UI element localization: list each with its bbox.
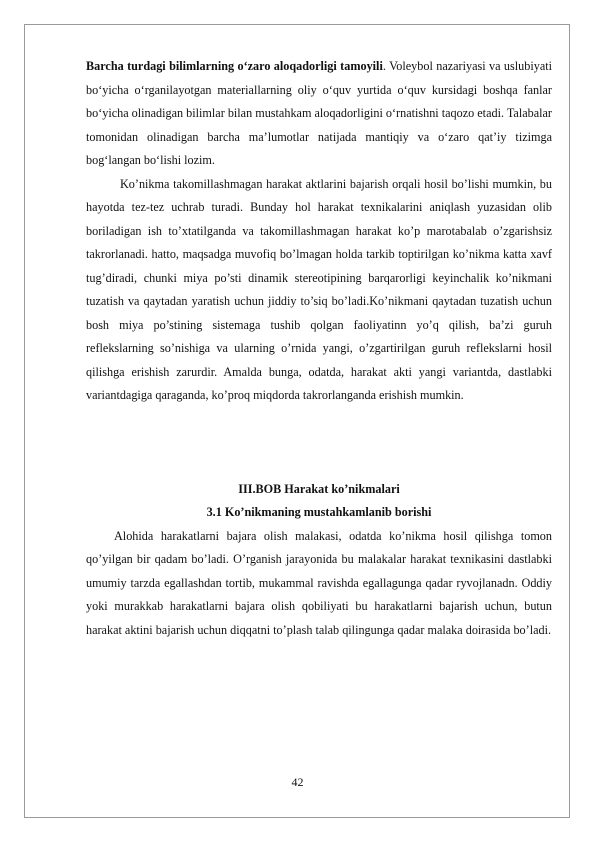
principle-title: Barcha turdagi bilimlarning o‘zaro aloqadorligi tamoyili bbox=[86, 59, 383, 73]
document-body bbox=[86, 55, 552, 642]
paragraph-skill-development: Alohida harakatlarni bajara olish malakasi, odatda ko’nikma hosil qilishga tomon qo’yilgan bir qadam bo’ladi. O’rganish jarayonida bu malakalar harakat texnikasini dastlabki umumiy tarzda egallashdan tortib, mukammal ravishda egallagunga qadar ryvojlanadn. Oddiy yoki murakkab harakatlarni bajara olish qobiliyati bu harakatlarni bajarish uchun, butun harakat aktini bajarish uchun diqqatni to’plash talab qilingunga qadar malaka doirasida bo’ladi. bbox=[86, 528, 552, 637]
section-gap bbox=[86, 408, 552, 478]
chapter-title: III.BOB Harakat ko’nikmalari bbox=[238, 481, 400, 496]
section-title: 3.1 Ko’nikmaning mustahkamlanib borishi bbox=[206, 505, 432, 519]
paragraph-skill-formation: Ko’nikma takomillashmagan harakat aktlarini bajarish orqali hosil bo’lishi mumkin, bu hayotda tez-tez uchrab turadi. Bunday hol harakat texnikalarini aniqlash yuzasidan olib boriladigan ish to’xtatilganda va takomillashmagan harakat ko’p marotabalab o’zgarishsiz takrorlanadi. hatto, maqsadga muvofiq bo’lmagan holda tarkib toptirilgan ko’nikma katta xavf tug’diradi, chunki miya po’sti dinamik stereotipining barqarorligi keyinchalik ko’nikmani tuzatish va qaytadan yaratish uchun jiddiy to’siq bo’ladi.Ko’nikmani qaytadan tuzatish uchun bosh miya po’stining sistemaga tushib qolgan faoliyatinn yo’q qilish, ba’zi guruh reflekslarning so’nishiga va ularning o’rnida yangi, o’zgartirilgan guruh reflekslarni hosil qilishga erishish zarurdir. Amalda bunga, odatda, harakat akti yangi variantda, dastlabki variantdagiga qaraganda, ko’proq miqdorda takrorlanganda erishish mumkin. bbox=[86, 176, 552, 402]
principle-text: . Voleybol nazariyasi va uslubiyati bo‘yicha o‘rganilayotgan materiallarning oliy o‘quv yurtida o‘quv kursidagi boshqa fanlar bo‘yicha olinadigan bilimlar bilan mustahkam aloqadorligini o‘rnatishni taqozo etadi. Talabalar tomonidan olinadigan barcha ma’lumotlar natijada mantiqiy va o‘zaro qat’iy tizimga bog‘langan bo‘lishi lozim. bbox=[86, 59, 552, 167]
page-number: 42 bbox=[291, 775, 304, 789]
paragraph-principle bbox=[86, 55, 552, 173]
